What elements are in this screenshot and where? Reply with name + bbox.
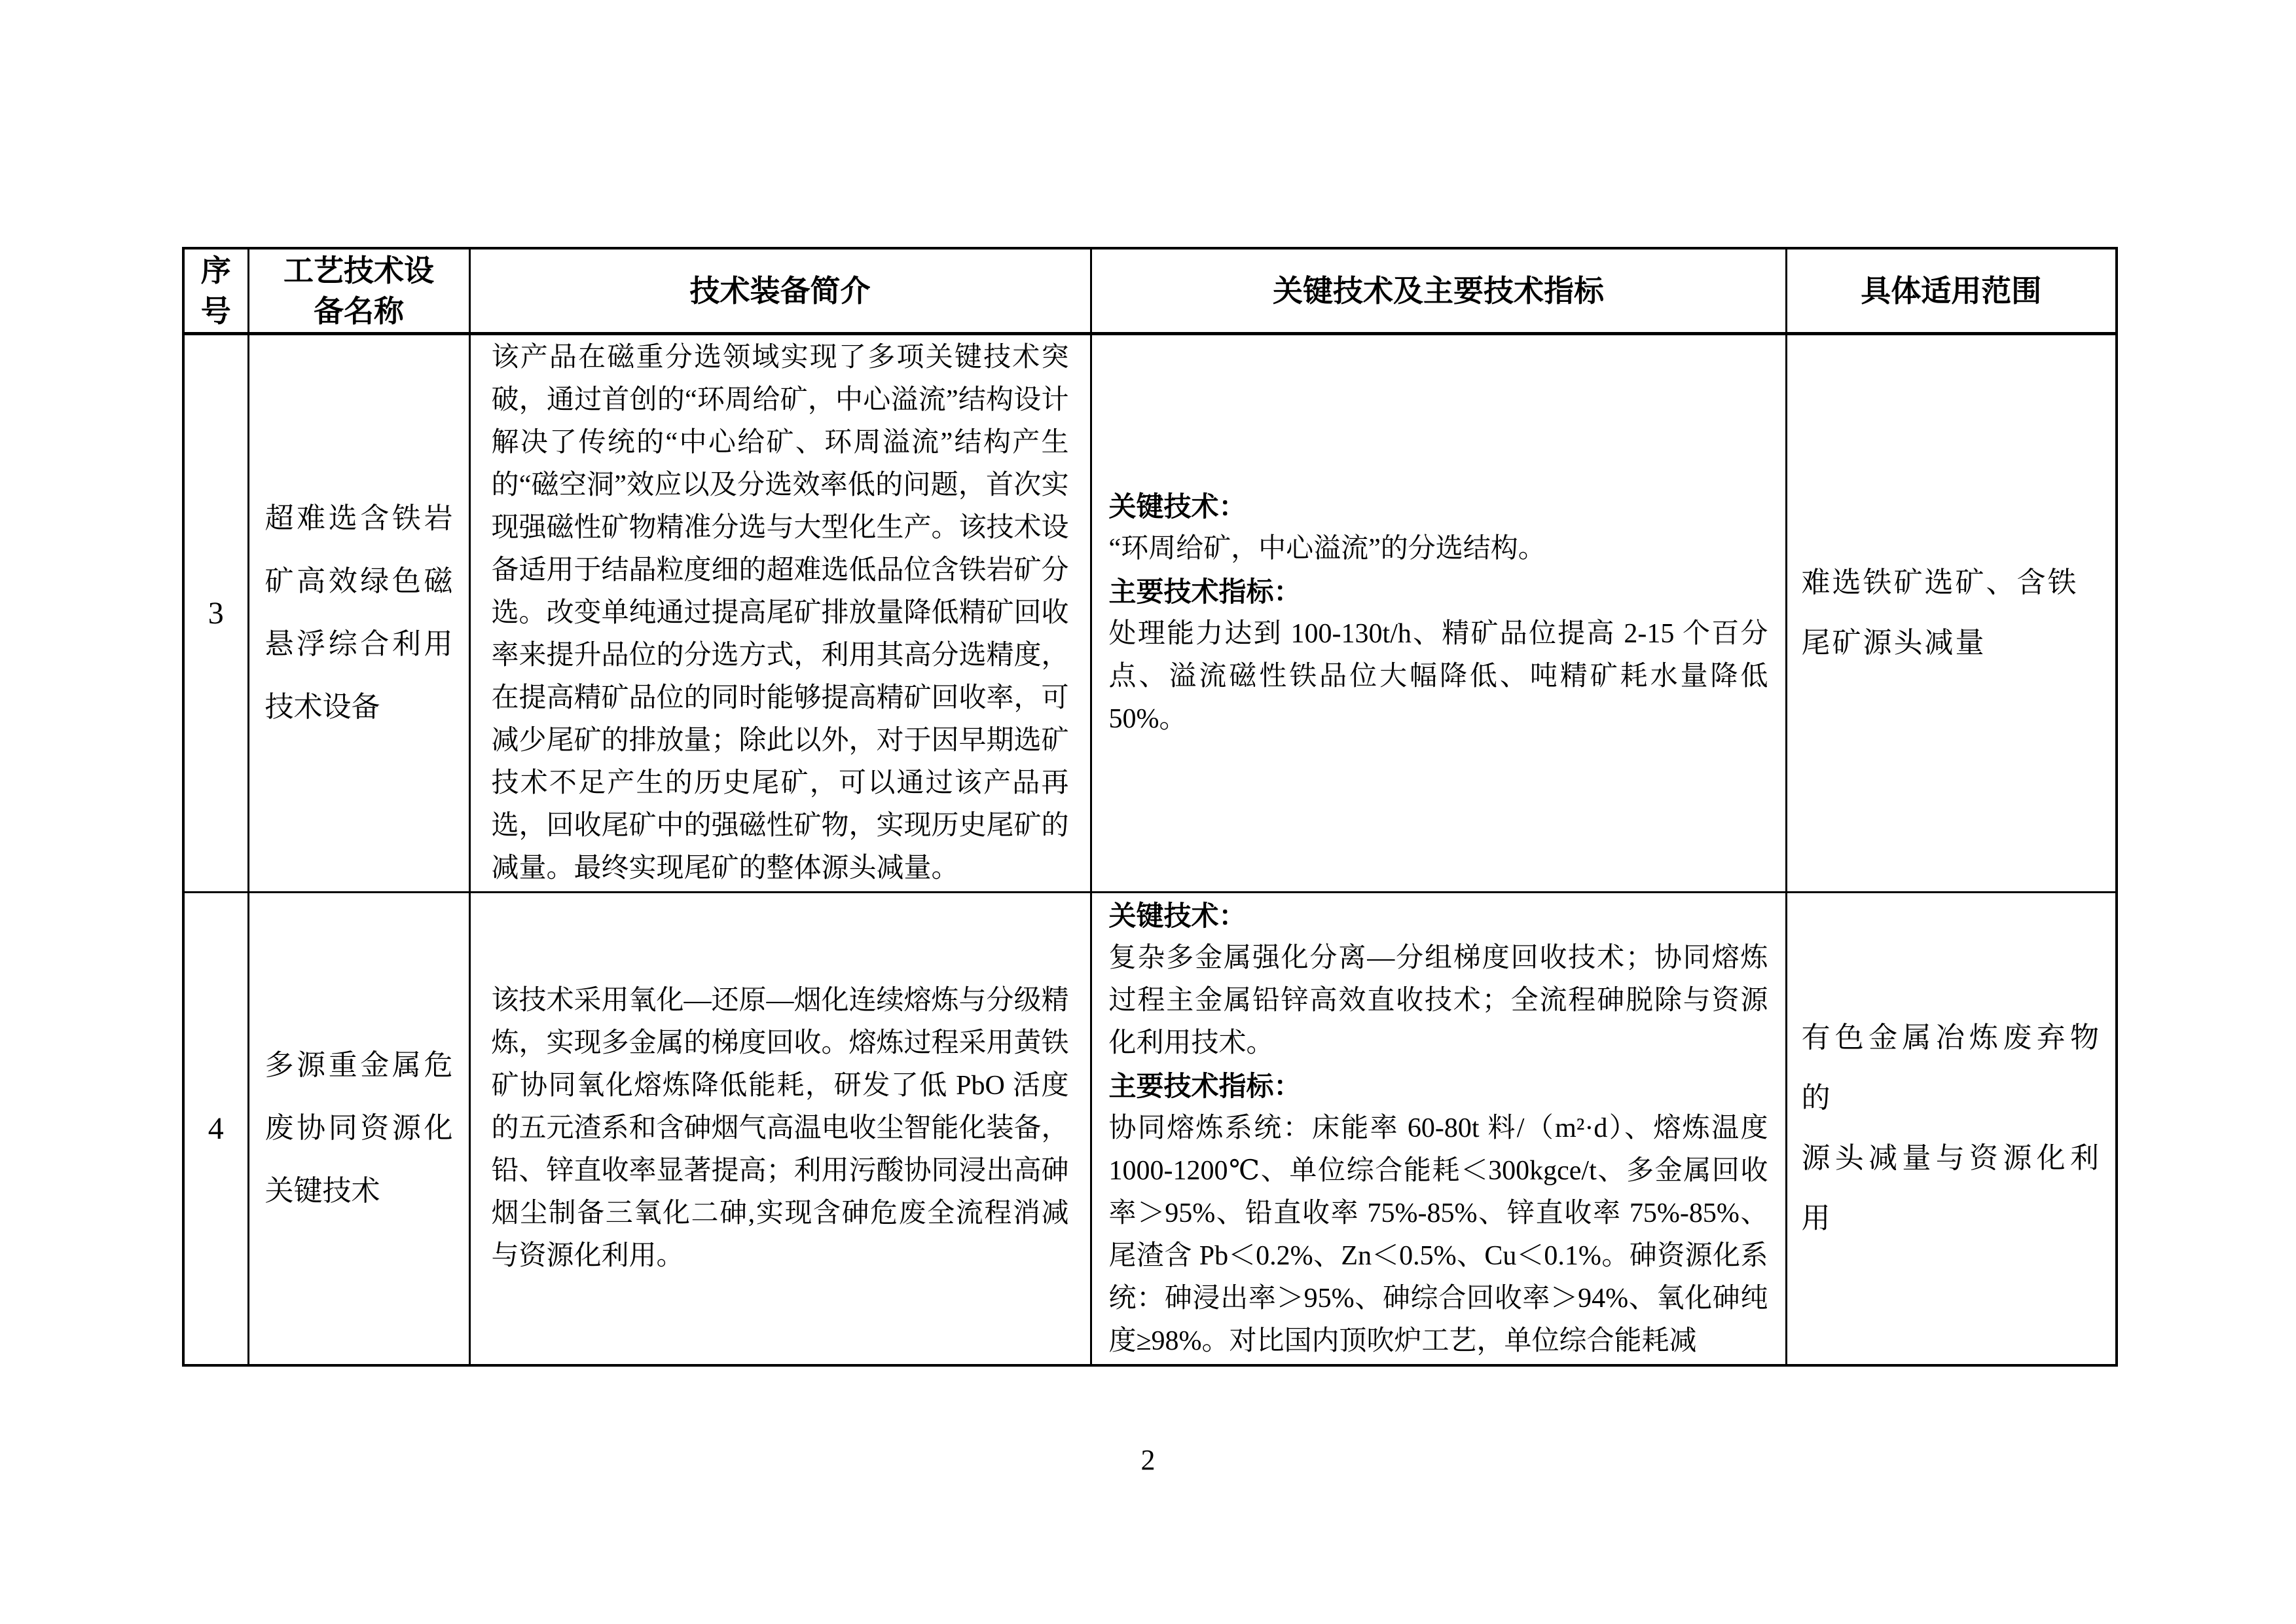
table-row: [183, 333, 2117, 892]
key-tech-text: 复杂多金属强化分离—分组梯度回收技术；协同熔炼过程主金属铅锌高效直收技术；全流程砷脱除与资源化利用技术。: [1108, 942, 1768, 1058]
intro-cell: 该产品在磁重分选领域实现了多项关键技术突破，通过首创的“环周给矿，中心溢流”结构设计解决了传统的“中心给矿、环周溢流”结构产生的“磁空洞”效应以及分选效率低的问题，首次实现强磁性矿物精准分选与大型化生产。该技术设备适用于结晶粒度细的超难选低品位含铁岩矿分选。改变单纯通过提高尾矿排放量降低精矿回收率来提升品位的分选方式，利用其高分选精度，在提高精矿品位的同时能够提高精矿回收率，可减少尾矿的排放量；除此以外，对于因早期选矿技术不足产生的历史尾矿，可以通过该产品再选，回收尾矿中的强磁性矿物，实现历史尾矿的减量。最终实现尾矿的整体源头减量。: [469, 333, 1091, 892]
key-tech-cell: [1091, 892, 1786, 1365]
indicators-text: 协同熔炼系统：床能率 60-80t 料/（m²·d）、熔炼温度1000-1200℃、单位综合能耗＜300kgce/t、多金属回收率＞95%、铅直收率 75%-85%、锌直收率 75%-85%、尾渣含 Pb＜0.2%、Zn＜0.5%、Cu＜0.1%。砷资源化系统：砷浸出率＞95%、砷综合回收率＞94%、氧化砷纯度≥98%。对比国内顶吹炉工艺，单位综合能耗减: [1108, 1113, 1768, 1356]
table-header-row: [183, 248, 2117, 333]
indicators-label: 主要技术指标：: [1108, 1070, 1302, 1101]
key-tech-cell: [1091, 333, 1786, 892]
indicators-label: 主要技术指标：: [1108, 576, 1302, 607]
technology-table: [182, 247, 2118, 1367]
equipment-name-cell: 超难选含铁岩矿高效绿色磁悬浮综合利用技术设备: [248, 333, 469, 892]
key-tech-text: “环周给矿，中心溢流”的分选结构。: [1108, 534, 1546, 564]
serial-cell: 3: [183, 333, 248, 892]
header-key-tech: 关键技术及主要技术指标: [1091, 248, 1786, 333]
equipment-name-cell: 多源重金属危废协同资源化关键技术: [248, 892, 469, 1365]
indicators-text: 处理能力达到 100-130t/h、精矿品位提高 2-15 个百分点、溢流磁性铁品位大幅降低、吨精矿耗水量降低 50%。: [1108, 619, 1768, 734]
key-tech-label: 关键技术：: [1108, 900, 1247, 931]
scope-cell: 难选铁矿选矿、含铁 尾矿源头减量: [1786, 333, 2117, 892]
page-number: 2: [1140, 1444, 1156, 1476]
serial-cell: 4: [183, 892, 248, 1365]
header-scope: 具体适用范围: [1786, 248, 2117, 333]
header-equipment-name: 工艺技术设备名称: [248, 248, 469, 333]
intro-cell: 该技术采用氧化—还原—烟化连续熔炼与分级精炼，实现多金属的梯度回收。熔炼过程采用黄铁矿协同氧化熔炼降低能耗，研发了低 PbO 活度的五元渣系和含砷烟气高温电收尘智能化装备，铅、锌直收率显著提高；利用污酸协同浸出高砷烟尘制备三氧化二砷,实现含砷危废全流程消减与资源化利用。: [469, 892, 1091, 1365]
header-intro: 技术装备简介: [469, 248, 1091, 333]
table-row: [183, 892, 2117, 1365]
scope-cell: 有色金属冶炼废弃物的 源头减量与资源化利用: [1786, 892, 2117, 1365]
key-tech-label: 关键技术：: [1108, 491, 1247, 522]
header-serial: 序号: [183, 248, 248, 333]
